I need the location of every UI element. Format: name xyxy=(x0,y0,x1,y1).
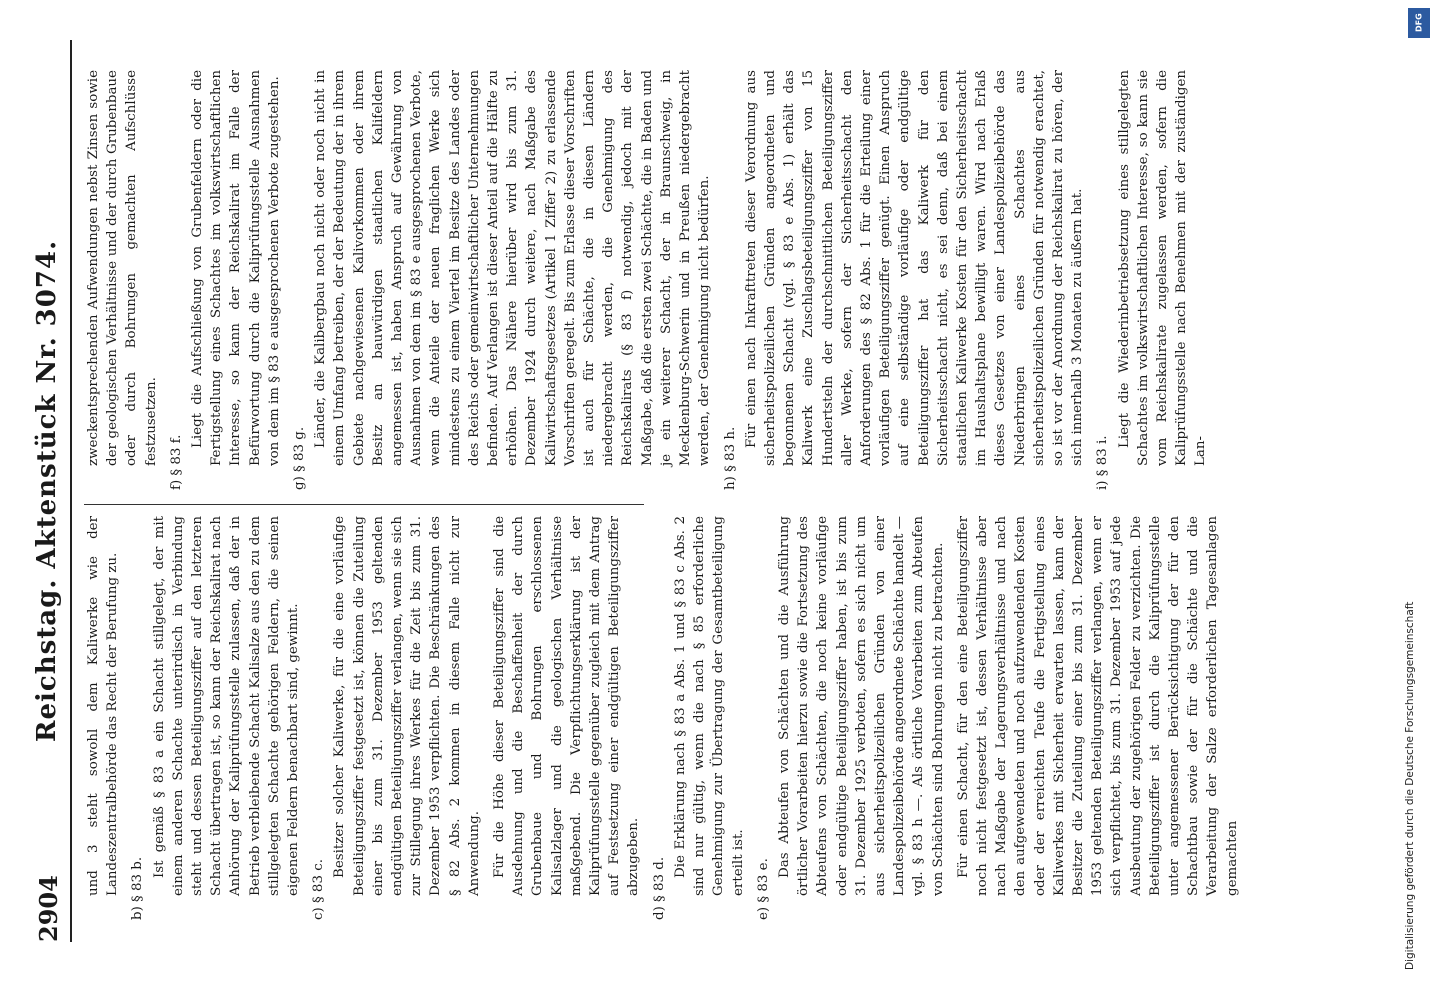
paragraph: Liegt die Wiederinbetriebsetzung eines stillgelegten Schachtes im volkswirtschaftlichen Interesse, so kann sie vom Reichskalirate zugelassen werden, sofern die Kaliprüfungsstelle nach Benehmen mit der zuständigen Lan- xyxy=(1116,70,1209,466)
dfg-logo: DFG xyxy=(1408,8,1430,38)
section-heading: d) § 83 d. xyxy=(651,856,667,920)
page-header xyxy=(30,40,72,942)
continued-paragraph: und 3 steht sowohl dem Kaliwerke wie der Landeszentralbehörde das Recht der Berufung zu. xyxy=(86,516,121,896)
paragraph: Länder, die Kalibergbau noch nicht oder noch nicht in einem Umfang betreiben, der der Bedeutung der in ihrem Gebiete nachgewiesenen Kalivorkommen oder ihrem Besitz an bauwürdigen staatlichen Kalifeldern angemessen ist, haben Anspruch auf Gewährung von Ausnahmen von dem im § 83 e ausgesprochenen Verbote, wenn die Anteile der neuen fraglichen Werke sich mindestens zu einem Viertel im Besitze des Landes oder des Reichs oder gemeinwirtschaftlicher Unternehmungen befinden. Auf Verlangen ist dieser Anteil auf die Hälfte zu erhöhen. Das Nähere hierüber wird bis zum 31. Dezember 1924 durch weitere, nach Maßgabe des Kaliwirtschaftsgesetzes (Artikel 1 Ziffer 2) zu erlassende Vorschriften geregelt. Bis zum Erlasse dieser Vorschriften ist auch für Schächte, die in diesen Ländern niedergebracht werden, die Genehmigung des Reichskalirats (§ 83 f) notwendig, jedoch mit der Maßgabe, daß die ersten zwei Schächte, die in Baden und je ein weiterer Schacht, der in Braunschweig, in Mecklenburg-Schwerin und in Preußen niedergebracht werden, der Genehmigung nicht bedürfen. xyxy=(313,70,713,466)
section-heading: b) § 83 b. xyxy=(130,856,146,920)
paragraph: Liegt die Aufschließung von Grubenfeldern oder die Fertigstellung eines Schachtes im volkswirtschaftlichen Interesse, so kann der Reichskalirat im Falle der Befürwortung durch die Kaliprüfungsstelle Ausnahmen von dem im § 83 e ausgesprochenen Verbote zugestehen. xyxy=(190,70,282,466)
section-heading: e) § 83 e. xyxy=(755,858,771,920)
paragraph: Besitzer solcher Kaliwerke, für die eine vorläufige Beteiligungsziffer festgesetzt ist, können die Zuteilung einer bis zum 31. Dezember 1953 geltenden endgültigen Beteiligungsziffer verlangen, wenn sie sich zur Stillegung ihres Werkes für die Zeit bis zum 31. Dezember 1953 verpflichten. Die Beschränkungen des § 82 Abs. 2 kommen in diesem Falle nicht zur Anwendung. xyxy=(332,516,482,896)
section-heading: i) § 83 i. xyxy=(1095,435,1111,490)
paragraph: Für die Höhe dieser Beteiligungsziffer sind die Ausdehnung und die Beschaffenheit der durch Grubenbaue und Bohrungen erschlossenen Kalisalzlager und die geologischen Verhältnisse maßgebend. Die Verpflichtungserklärung ist der Kaliprüfungsstelle gegenüber zugleich mit dem Antrag auf Festsetzung einer endgültigen Beteiligungsziffer abzugeben. xyxy=(492,516,642,896)
section-heading: g) § 83 g. xyxy=(292,426,308,490)
paragraph: Für einen nach Inkrafttreten dieser Verordnung aus sicherheitspolizeilichen Gründen angeordneten und begonnenen Schacht (vgl. § 83 e Abs. 1) erhält das Kaliwerk eine Zuschlagsbeteiligungsziffer von 15 Hundertsteln der durchschnittlichen Beteiligungsziffer aller Werke, sofern der Sicherheitsschacht den Anforderungen des § 82 Abs. 1 für die Erteilung einer vorläufigen Beteiligungsziffer genügt. Einen Anspruch auf eine selbständige vorläufige oder endgültige Beteiligungsziffer hat das Kaliwerk für den Sicherheitsschacht nicht, es sei denn, daß bei einem staatlichen Kaliwerke Kosten für den Sicherheitsschacht im Haushaltsplane bewilligt waren. Wird nach Erlaß dieses Gesetzes von einer Landespolizeibehörde das Niederbringen eines Schachtes aus sicherheitspolizeilichen Gründen für notwendig erachtet, so ist vor der Anordnung der Reichskalirat zu hören, der sich innerhalb 3 Monaten zu äußern hat. xyxy=(743,70,1086,466)
column-divider xyxy=(84,504,644,505)
page-number: 2904 xyxy=(34,875,63,942)
digitization-note: Digitalisierung gefördert durch die Deutsche Forschungsgemeinschaft xyxy=(1404,601,1416,970)
paragraph: Für einen Schacht, für den eine Beteiligungsziffer noch nicht festgesetzt ist, dessen Verhältnisse aber nach Maßgabe der Lagerungsverhältnisse und nach den aufgewendeten und noch aufzuwendenden Kosten oder der erreichten Teufe die Fertigstellung eines Kaliwerkes mit Sicherheit erwarten lassen, kann der Besitzer die Zuteilung einer bis zum 31. Dezember 1953 geltenden Beteiligungsziffer verlangen, wenn er sich verpflichtet, bis zum 31. Dezember 1953 auf jede Ausbeutung der zugehörigen Felder zu verzichten. Die Beteiligungsziffer ist durch die Kaliprüfungsstelle unter angemessener Berücksichtigung der für den Schachtbau sowie der für die Schächte und die Verarbeitung der Salze erforderlichen Tagesanlagen gemachten xyxy=(955,516,1240,896)
right-column xyxy=(84,70,1217,490)
left-column xyxy=(84,516,1248,920)
section-heading: h) § 83 h. xyxy=(722,426,738,490)
paragraph: Das Abteufen von Schächten und die Ausführung örtlicher Vorarbeiten hierzu sowie die Fortsetzung des Abteufens von Schächten, die noch keine vorläufige oder endgültige Beteiligungsziffer haben, ist bis zum 31. Dezember 1925 verboten, sofern es sich nicht um aus sicherheitspolizeilichen Gründen von einer Landespolizeibehörde angeordnete Schächte handelt — vgl. § 83 h —. Als örtliche Vorarbeiten zum Abteufen von Schächten sind Bohrungen nicht zu betrachten. xyxy=(776,516,946,896)
digitization-sidebar xyxy=(1400,0,1434,1000)
rotated-page-content xyxy=(10,0,1430,960)
paragraph: Die Erklärung nach § 83 a Abs. 1 und § 83 c Abs. 2 sind nur gültig, wenn die nach § 85 erforderliche Genehmigung zur Übertragung der Gesamtbeteiligung erteilt ist. xyxy=(672,516,746,896)
page-title: Reichstag. Aktenstück Nr. 3074. xyxy=(32,239,62,743)
section-heading: f) § 83 f. xyxy=(168,434,184,490)
section-heading: c) § 83 c. xyxy=(311,859,327,920)
paragraph: Ist gemäß § 83 a ein Schacht stillgelegt, der mit einem anderen Schachte unterirdisch in Verbindung steht und dessen Beteiligungsziffer auf den letzteren Schacht übertragen ist, so kann der Reichskalirat nach Anhörung der Kaliprüfungsstelle zulassen, daß der in Betrieb verbleibende Schacht Kalisalze aus den zu dem stillgelegten Schachte gehörigen Feldern, die seinen eigenen Feldern benachbart sind, gewinnt. xyxy=(151,516,302,896)
continued-paragraph: zweckentsprechenden Aufwendungen nebst Zinsen sowie der geologischen Verhältnisse und der durch Grubenbaue oder durch Bohrungen gemachten Aufschlüsse festzusetzen. xyxy=(86,70,159,466)
